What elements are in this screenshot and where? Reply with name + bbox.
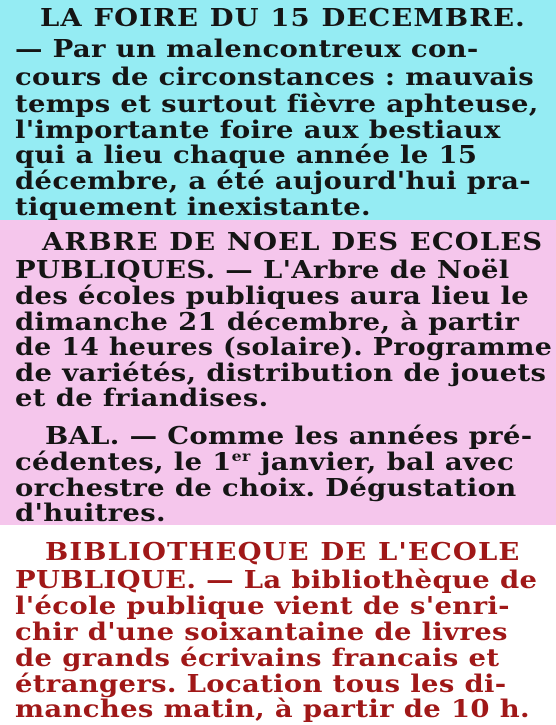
article-bal-line: d'huitres. — [15, 498, 166, 525]
article-line: l'importante foire aux bestiaux — [15, 115, 501, 144]
article-line: de variétés, distribution de jouets — [15, 358, 547, 387]
article-line: PUBLIQUE. — La bibliothèque de — [15, 565, 538, 594]
article-arbre-de-noel — [0, 220, 556, 525]
superscript: er — [231, 448, 251, 465]
article-line: de 14 heures (solaire). Programme — [15, 332, 553, 361]
article-line: dimanche 21 décembre, à partir — [15, 307, 520, 336]
article-line: qui a lieu chaque année le 15 — [15, 140, 478, 169]
article-line: de grands écrivains francais et — [15, 643, 500, 672]
article-line: chir d'une soixantaine de livres — [15, 617, 508, 646]
article-bibliotheque — [0, 525, 556, 725]
article-line: cours de circonstances : mauvais — [15, 62, 534, 91]
article-headline: BIBLIOTHEQUE DE L'ECOLE — [45, 537, 521, 566]
article-line: temps et surtout fièvre aphteuse, — [15, 89, 539, 118]
article-headline: LA FOIRE DU 15 DECEMBRE. — [40, 3, 526, 32]
article-line: manches matin, à partir de 10 h. — [15, 694, 530, 723]
article-line: tiquement inexistante. — [15, 192, 371, 220]
article-line: et de friandises. — [15, 383, 269, 412]
article-bal-line: orchestre de choix. Dégustation — [15, 473, 517, 502]
article-bal-line: BAL. — Comme les années pré- — [45, 421, 533, 450]
text-fragment: janvier, bal avec — [250, 447, 515, 476]
article-line: — Par un malencontreux con- — [15, 34, 479, 63]
article-foire — [0, 0, 556, 220]
article-line: l'école publique vient de s'enri- — [15, 591, 510, 620]
article-line: des écoles publiques aura lieu le — [15, 281, 530, 310]
article-headline: ARBRE DE NOEL DES ECOLES — [42, 227, 544, 256]
article-line: étrangers. Location tous les di- — [15, 669, 507, 698]
article-line: PUBLIQUES. — L'Arbre de Noël — [15, 255, 510, 284]
article-bal-line — [15, 448, 514, 476]
text-fragment: cédentes, le 1 — [15, 447, 232, 476]
article-line: décembre, a été aujourd'hui pra- — [15, 166, 531, 195]
